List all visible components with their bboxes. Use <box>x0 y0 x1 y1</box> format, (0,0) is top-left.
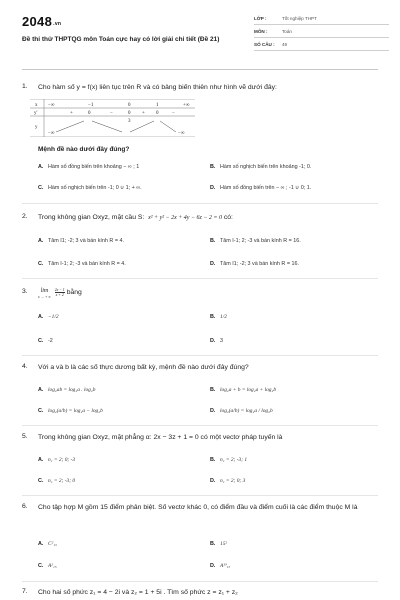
option-text: -2 <box>48 338 53 344</box>
question-text: Với a và b là các số thực dương bất kỳ, mệnh đề nào dưới đây đúng? <box>38 364 249 371</box>
meta-key: SỐ CÂU : <box>254 41 275 47</box>
option-text: log₂(a/b) = log₂a − log₂b <box>48 408 103 414</box>
option-6d[interactable] <box>210 563 230 569</box>
table-sign: 0 <box>156 111 159 116</box>
limit-expression: lim x → + ∞ <box>38 288 51 299</box>
option-text: Hàm số đồng biến trên − ∞ ; -1 ∪ 0; 1. <box>220 185 312 191</box>
meta-value: Toán <box>282 28 292 34</box>
option-4d[interactable] <box>210 408 273 414</box>
option-3b[interactable] <box>210 314 227 320</box>
meta-value: 49 <box>282 41 288 47</box>
site-logo[interactable]: 2048.vn <box>22 14 62 29</box>
option-text: n₁ = 2; 0; -3 <box>48 457 76 463</box>
option-6b[interactable] <box>210 541 227 547</box>
question-number: 6. <box>22 503 28 510</box>
option-letter: B. <box>210 238 216 244</box>
option-text: A¹³₁₅ <box>220 563 231 569</box>
option-1b[interactable] <box>210 164 311 170</box>
table-x-value: −1 <box>88 103 94 108</box>
option-letter: B. <box>210 387 216 393</box>
meta-info-table <box>254 12 389 51</box>
header-divider <box>22 69 378 70</box>
question-number: 2. <box>22 213 28 220</box>
option-letter: B. <box>210 541 216 547</box>
document-header <box>22 12 382 64</box>
question-text: Cho tập hợp M gồm 15 điểm phân biệt. Số vectơ khác 0, có điểm đầu và điểm cuối là các điểm thuộc M là <box>38 504 358 511</box>
table-yprime-label: y' <box>34 111 38 116</box>
option-letter: C. <box>38 261 44 267</box>
question-separator <box>22 495 378 496</box>
question-separator <box>22 425 378 426</box>
question-separator <box>22 203 378 204</box>
meta-value: Tốt nghiệp THPT <box>282 15 317 21</box>
option-text: 3 <box>220 338 223 344</box>
question-6 <box>22 503 382 525</box>
table-sign: + <box>142 111 145 116</box>
option-text: n₁ = 2; -3; 1 <box>220 457 248 463</box>
option-4a[interactable] <box>38 387 95 393</box>
table-x-value: 0 <box>128 103 131 108</box>
option-text: A²₁₅ <box>48 563 57 569</box>
option-text: Hàm số nghịch biến trên khoảng -1; 0. <box>220 164 312 170</box>
meta-row-question-count <box>254 38 389 51</box>
variation-table <box>30 99 195 137</box>
option-text: Hàm số nghịch biến trên -1; 0 ∪ 1; + ∞. <box>48 185 142 191</box>
question-text: lim x → + ∞ $\frac{2x - 1}{x + 2}$ bằng <box>38 288 82 299</box>
table-x-value: +∞ <box>183 103 190 108</box>
option-letter: B. <box>210 314 216 320</box>
option-text: −1/2 <box>48 314 59 320</box>
option-1d[interactable] <box>210 185 311 191</box>
option-5a[interactable] <box>38 457 75 463</box>
option-4c[interactable] <box>38 408 103 414</box>
option-letter: D. <box>210 185 216 191</box>
option-4b[interactable] <box>210 387 276 393</box>
fraction: $\frac{2x - 1}{x + 2}$ <box>54 288 65 297</box>
question-separator <box>22 355 378 356</box>
option-letter: A. <box>38 457 44 463</box>
question-text: Trong không gian Oxyz, mặt cầu S: x² + y² − 2x + 4y − 6z − 2 = 0 có: <box>38 214 233 221</box>
table-y-label: y <box>35 125 38 130</box>
option-text: 1/2 <box>220 314 227 320</box>
option-letter: C. <box>38 563 44 569</box>
option-text: log₂a + b = log₂a + log₂b <box>220 387 277 393</box>
table-y-value: −∞ <box>178 131 185 136</box>
question-prompt: Mệnh đề nào dưới đây đúng? <box>38 146 130 153</box>
table-sign: 0 <box>88 111 91 116</box>
option-2a[interactable] <box>38 238 124 244</box>
option-5d[interactable] <box>210 478 245 484</box>
document-title: Đề thi thử THPTQG môn Toán cực hay có lời giải chi tiết (Đề 21) <box>22 36 220 43</box>
option-letter: C. <box>38 338 44 344</box>
option-letter: A. <box>38 314 44 320</box>
meta-key: MÔN : <box>254 28 268 34</box>
option-letter: C. <box>38 185 44 191</box>
table-sign: 0 <box>128 111 131 116</box>
option-text: Tâm I-1; 2; -3 và bán kính R = 4. <box>48 261 126 267</box>
question-5 <box>22 433 382 445</box>
option-letter: C. <box>38 408 44 414</box>
table-x-value: −∞ <box>48 103 55 108</box>
option-text: 15² <box>220 541 228 547</box>
option-letter: A. <box>38 238 44 244</box>
option-letter: D. <box>210 408 216 414</box>
question-number: 4. <box>22 363 28 370</box>
question-text: Cho hàm số y = f(x) liên tục trên R và có bảng biến thiên như hình vẽ dưới đây: <box>38 84 277 91</box>
question-2 <box>22 213 382 225</box>
question-4 <box>22 363 382 375</box>
option-5b[interactable] <box>210 457 247 463</box>
option-2b[interactable] <box>210 238 301 244</box>
option-6c[interactable] <box>38 563 57 569</box>
option-text: Tâm I1; -2; 3 và bán kính R = 4. <box>48 238 124 244</box>
option-1c[interactable] <box>38 185 142 191</box>
question-number: 7. <box>22 588 28 595</box>
option-6a[interactable] <box>38 541 57 547</box>
option-text: log₂ab = log₂a . log₂b <box>48 387 96 393</box>
option-letter: D. <box>210 563 216 569</box>
meta-row-class <box>254 12 389 25</box>
option-letter: A. <box>38 541 44 547</box>
option-text: Hàm số đồng biến trên khoảng − ∞ ; 1 <box>48 164 140 170</box>
option-text: log₂(a/b) = log₂a / log₂b <box>220 408 273 414</box>
option-text: Tâm I-1; 2; -3 và bán kính R = 16. <box>220 238 301 244</box>
option-text: C²₁₅ <box>48 541 57 547</box>
option-3a[interactable] <box>38 314 59 320</box>
option-letter: D. <box>210 478 216 484</box>
question-3 <box>22 288 382 306</box>
option-2c[interactable] <box>38 261 126 267</box>
table-y-value: −∞ <box>48 131 55 136</box>
meta-row-subject <box>254 25 389 38</box>
table-y-value: 3 <box>128 119 131 124</box>
option-3d[interactable] <box>210 338 223 344</box>
question-7 <box>22 588 382 600</box>
question-number: 1. <box>22 83 28 90</box>
option-letter: A. <box>38 164 44 170</box>
meta-key: LỚP : <box>254 15 267 21</box>
option-5c[interactable] <box>38 478 75 484</box>
option-2d[interactable] <box>210 261 299 267</box>
option-letter: B. <box>210 164 216 170</box>
table-sign: − <box>110 111 113 116</box>
option-letter: D. <box>210 338 216 344</box>
option-text: n₁ = 2; -3; 0 <box>48 478 76 484</box>
option-text: n₁ = 2; 0; 3 <box>220 478 246 484</box>
question-separator <box>22 278 378 279</box>
table-x-value: 1 <box>156 103 159 108</box>
question-text: Cho hai số phức z₁ = 4 − 2i và z₂ = 1 + 5i . Tìm số phức z = z₁ + z₂ <box>38 589 238 596</box>
question-separator <box>22 581 378 582</box>
table-sign: − <box>172 111 175 116</box>
question-text: Trong không gian Oxyz, mặt phẳng α: 2x − 3z + 1 = 0 có một vectơ pháp tuyến là <box>38 434 283 441</box>
question-number: 3. <box>22 288 28 295</box>
table-sign: + <box>70 111 73 116</box>
option-text: Tâm I1; -2; 3 và bán kính R = 16. <box>220 261 299 267</box>
option-letter: D. <box>210 261 216 267</box>
option-1a[interactable] <box>38 164 139 170</box>
option-letter: A. <box>38 387 44 393</box>
option-letter: B. <box>210 457 216 463</box>
option-letter: C. <box>38 478 44 484</box>
question-number: 5. <box>22 433 28 440</box>
option-3c[interactable] <box>38 338 53 344</box>
table-x-label: x <box>35 103 38 108</box>
